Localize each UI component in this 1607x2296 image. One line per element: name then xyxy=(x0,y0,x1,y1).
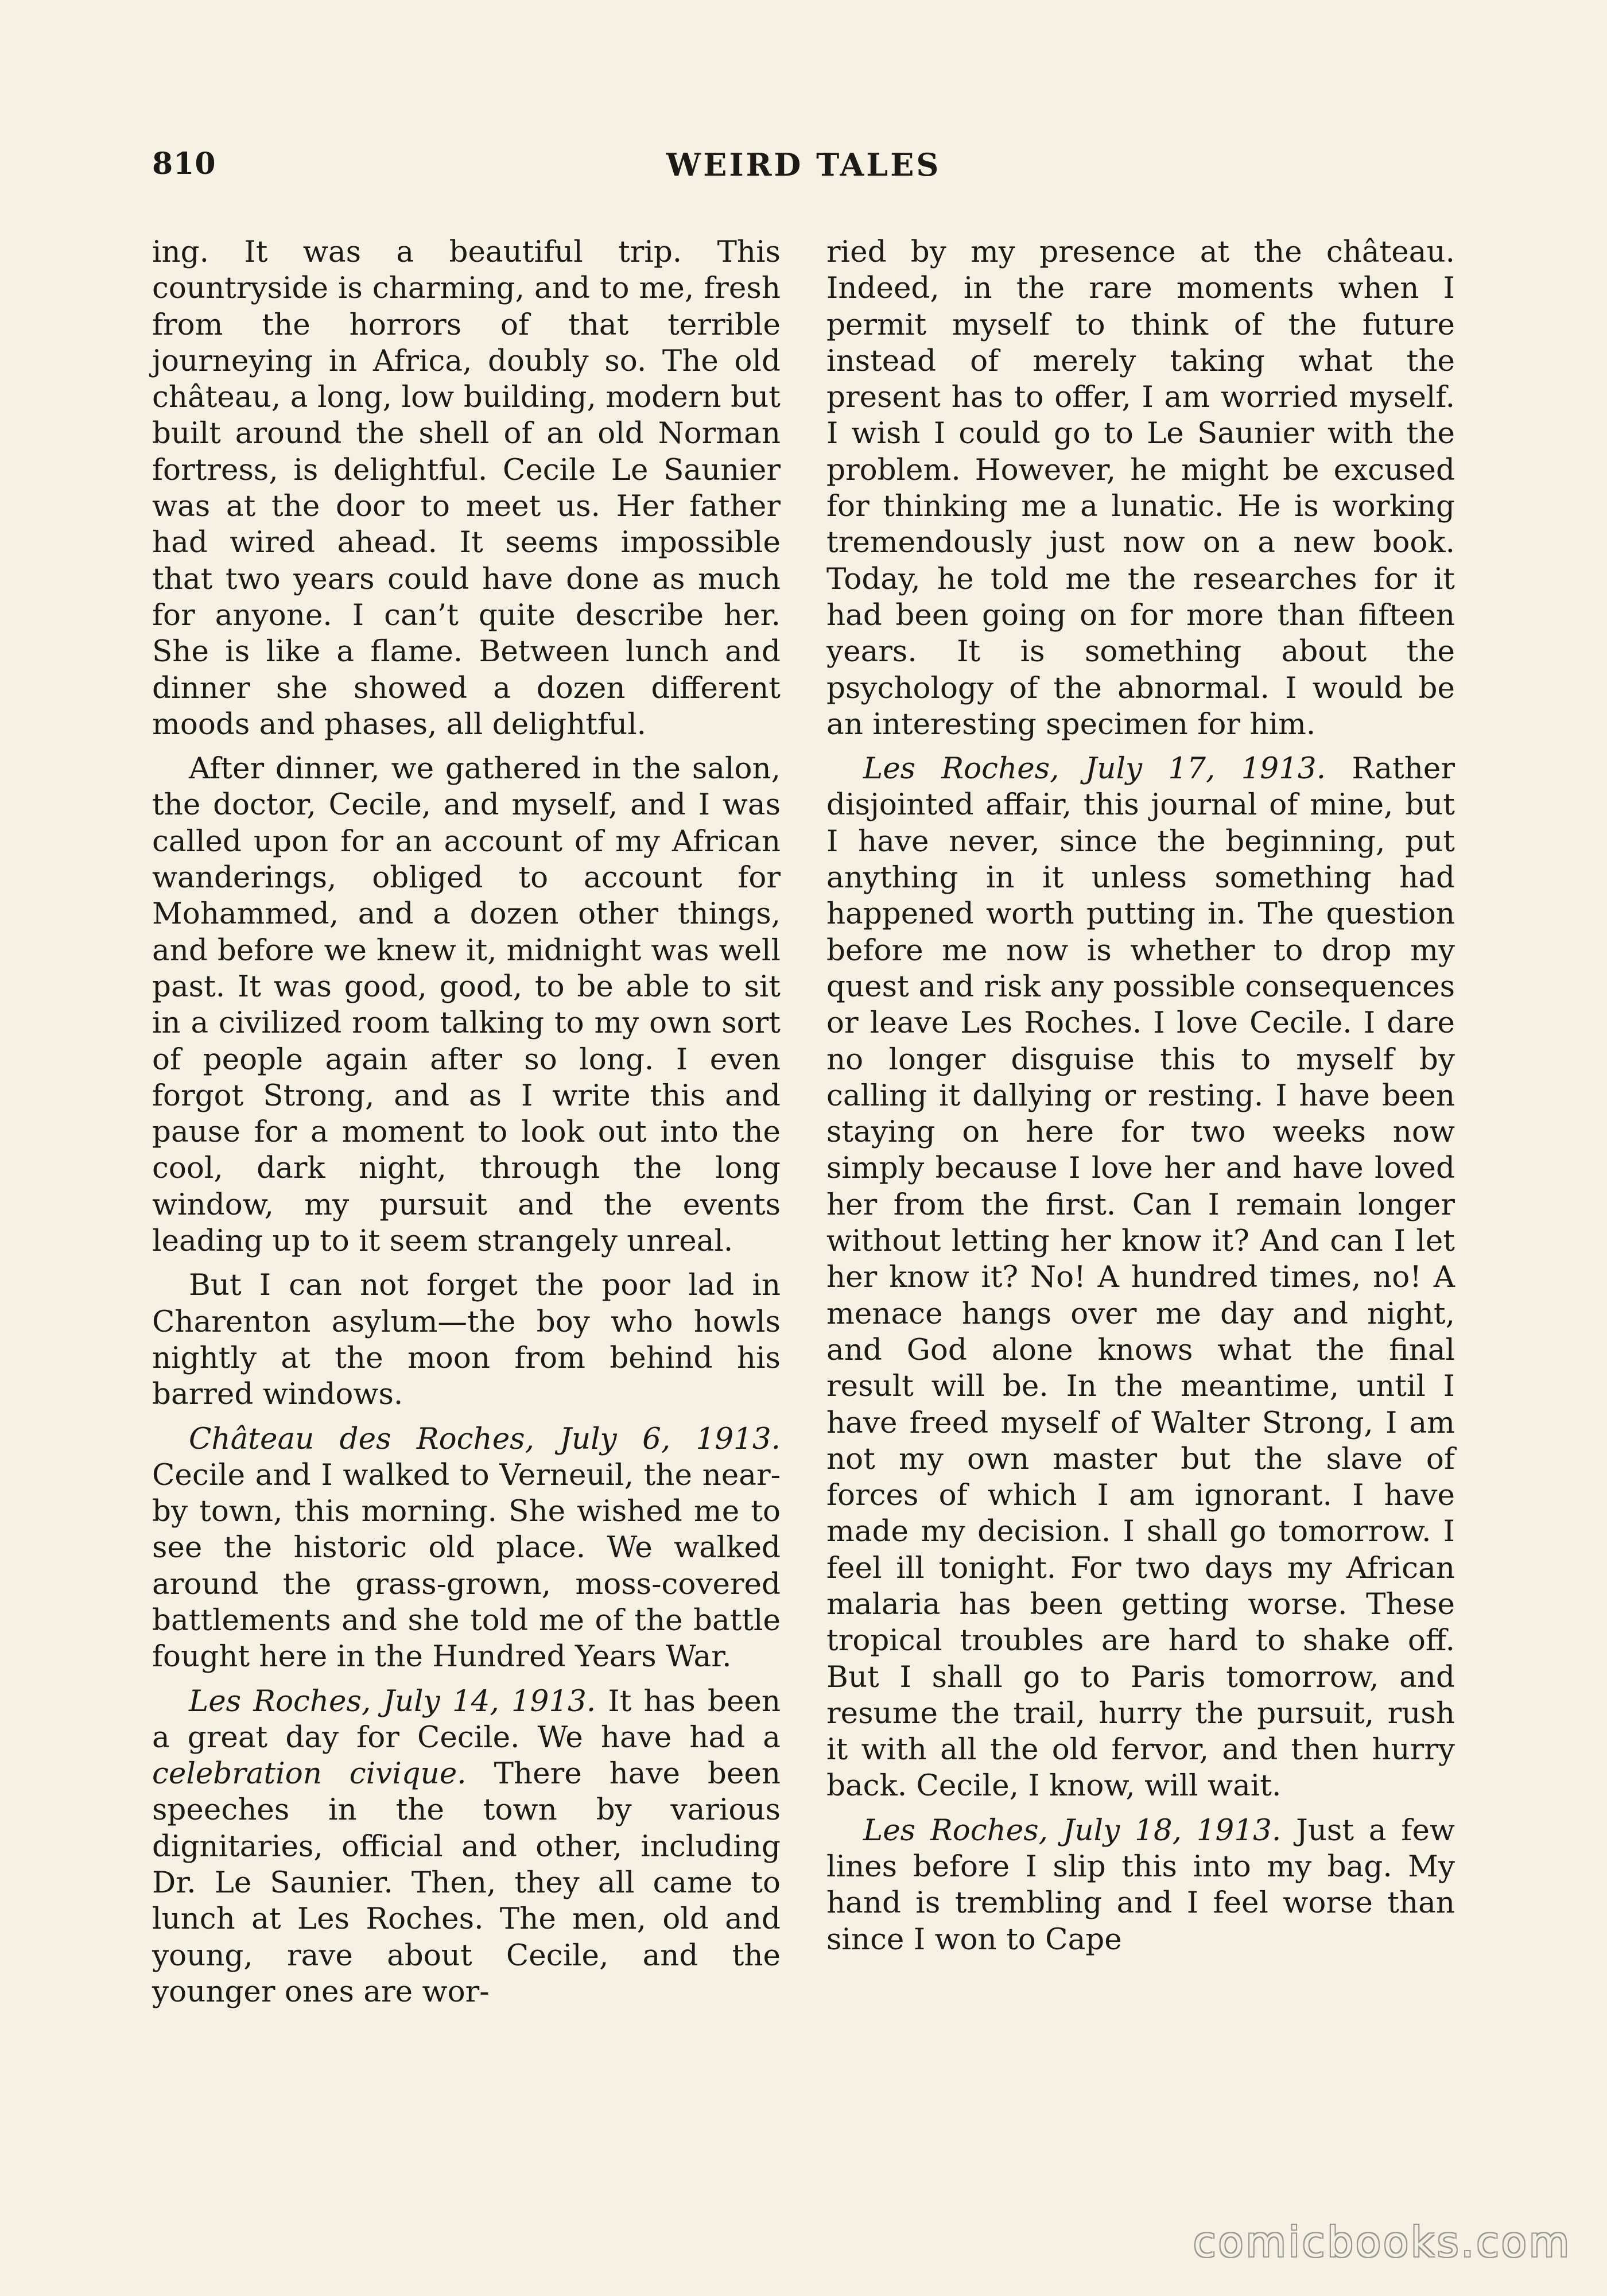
paragraph: But I can not forget the poor lad in Charenton asylum—the boy who howls nightly at the moon from behind his barred windows. xyxy=(152,1268,781,1412)
right-column xyxy=(826,234,1455,1958)
left-column xyxy=(152,234,781,2010)
entry-date: Les Roches, July 18, 1913. xyxy=(863,1813,1282,1848)
entry-date: Château des Roches, July 6, 1913. xyxy=(189,1421,781,1456)
entry-text: Just a few lines before I slip this into my bag. My hand is trembling and I feel worse than since I won to Cape xyxy=(826,1813,1455,1957)
running-title: WEIRD TALES xyxy=(666,146,941,183)
page-number: 810 xyxy=(152,146,216,181)
entry-date: Les Roches, July 14, 1913. xyxy=(189,1684,596,1719)
journal-entry xyxy=(152,1684,781,2011)
entry-text: It has been a great day for Cecile. We have had a xyxy=(152,1684,781,1755)
journal-entry xyxy=(826,1813,1455,1958)
paragraph: After dinner, we gathered in the salon, the doctor, Cecile, and myself, and I was called upon for an account of my African wanderings, obliged to account for Mohammed, and a dozen other things, and before we knew it, midnight was well past. It was good, good, to be able to sit in a civilized room talking to my own sort of people again after so long. I even forgot Strong, and as I write this and pause for a moment to look out into the cool, dark night, through the long window, my pursuit and the events leading up to it seem strangely unreal. xyxy=(152,751,781,1259)
watermark: comicbooks.com xyxy=(1193,2218,1571,2266)
journal-entry xyxy=(826,751,1455,1805)
entry-text: There have been speeches in the town by various dignitaries, official and other, including Dr. Le Saunier. Then, they all came to lunch at Les Roches. The men, old and young, rave about Cecile, and the younger ones are wor- xyxy=(152,1756,781,2009)
entry-date: Les Roches, July 17, 1913. xyxy=(863,751,1326,786)
entry-text: Rather disjointed affair, this journal of mine, but I have never, since the beginning, put anything in it unless something had happened worth putting in. The question before me now is whether to drop my quest and risk any possible consequences or leave Les Roches. I love Cecile. I dare no longer disguise this to myself by calling it dallying or resting. I have been staying on here for two weeks now simply because I love her and have loved her from the first. Can I remain longer without letting her know it? And can I let her know it? No! A hundred times, no! A menace hangs over me day and night, and God alone knows what the final result will be. In the meantime, until I have freed myself of Walter Strong, I am not my own master but the slave of forces of which I am ignorant. I have made my decision. I shall go tomorrow. I feel ill tonight. For two days my African malaria has been getting worse. These tropical troubles are hard to shake off. But I shall go to Paris tomorrow, and resume the trail, hurry the pursuit, rush it with all the old fervor, and then hurry back. Cecile, I know, will wait. xyxy=(826,751,1455,1804)
italic-phrase: celebration civique. xyxy=(152,1756,467,1791)
paragraph: ing. It was a beautiful trip. This countryside is charming, and to me, fresh from the horrors of that terrible journeying in Africa, doubly so. The old château, a long, low building, modern but built around the shell of an old Norman fortress, is delightful. Cecile Le Saunier was at the door to meet us. Her father had wired ahead. It seems impossible that two years could have done as much for anyone. I can’t quite describe her. She is like a flame. Between lunch and dinner she showed a dozen different moods and phases, all delightful. xyxy=(152,235,781,742)
page-header xyxy=(152,146,1455,192)
journal-entry xyxy=(152,1421,781,1676)
paragraph: ried by my presence at the château. Indeed, in the rare moments when I permit myself to think of the future instead of merely taking what the present has to offer, I am worried myself. I wish I could go to Le Saunier with the problem. However, he might be excused for thinking me a lunatic. He is working tremendously just now on a new book. Today, he told me the researches for it had been going on for more than fifteen years. It is something about the psychology of the abnormal. I would be an interesting specimen for him. xyxy=(826,235,1455,742)
entry-text: Cecile and I walked to Verneuil, the near-by town, this morning. She wished me to see the historic old place. We walked around the grass-grown, moss-covered battlements and she told me of the battle fought here in the Hundred Years War. xyxy=(152,1457,781,1674)
